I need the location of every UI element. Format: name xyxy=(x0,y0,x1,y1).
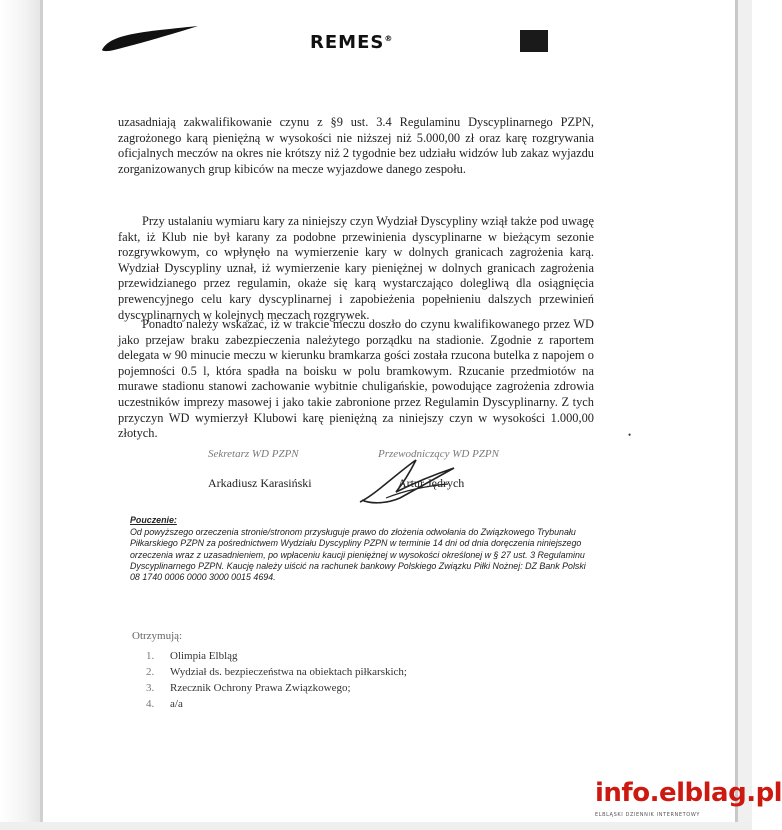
paragraph-3-text: Ponadto należy wskazać, iż w trakcie meczu doszło do czynu kwalifikowanego przez WD jako przejaw braku zabezpieczenia należytego porządku na stadionie. Zgodnie z raportem delegata w 90 minucie meczu w kierunku bramkarza gości została rzucona butelka z napojem o pojemności 0.5 l, która spadła na boisku w polu bramkowym. Rzucanie przedmiotów na murawe stadionu stanowi zachowanie wybitnie chuligańskie, powodujące zagrożenia zdrowia uczestników imprezy masowej i jako takie zabronione przez Regulamin Dyscyplinarny. Z tych przyczyn WD wymierzył Klubowi karę pieniężną za niniejszy czyn w wysokości 1.000,00 złotych. xyxy=(118,317,594,441)
site-watermark-logo: info.elblag.pl xyxy=(595,778,782,808)
list-item-number: 4. xyxy=(146,698,155,710)
secretary-name: Arkadiusz Karasiński xyxy=(208,476,312,490)
notice-text: Od powyższego orzeczenia stronie/stronom przysługuje prawo do złożenia odwołania do Związkowego Trybunału Piłkarskiego PZPN za pośrednictwem Wydziału Dyscypliny PZPN w terminie 14 dni od dnia doręczenia niniejszego orzeczenia wraz z uzasadnieniem, po wpłaceniu kaucji pieniężnej w wysokości określonej w § 27 ust. 3 Regulaminu Dyscyplinarnego PZPN. Kaucję należy uiścić na rachunek bankowy Polskiego Związku Piłki Nożnej: DZ Bank Polski 08 1740 0006 0000 3000 0015 4694. xyxy=(130,527,586,583)
list-item xyxy=(132,696,407,712)
secretary-role: Sekretarz WD PZPN xyxy=(208,448,299,460)
paragraph-2-text: Przy ustalaniu wymiaru kary za niniejszy czyn Wydział Dyscypliny wziął także pod uwagę fakt, iż Klub nie był karany za podobne przewinienia dyscyplinarne w bieżącym sezonie rozgrywkowym, co wpłynęło na wymierzenie kary w dolnych granicach zagrożenia karą. Wydział Dyscypliny uznał, iż wymierzenie kary pieniężnej w dolnych granicach zagrożenia przewidzianego przez regulamin, okaże się karą wystarczająco dolegliwą dla osiągnięcia prewencyjnego celu kary dyscyplinarnej i zapobieżenia popełnieniu dalszych przewinień dyscyplinarnych w kolejnych meczach rozgrywek. xyxy=(118,214,594,322)
brand-logo xyxy=(310,32,393,53)
chairman-name: Artur Jędrych xyxy=(398,476,465,490)
page-frame-left xyxy=(0,0,40,830)
notice-title: Pouczenie: xyxy=(130,515,177,525)
list-item xyxy=(132,648,407,664)
paragraph-2 xyxy=(118,214,594,323)
recipients-heading: Otrzymują: xyxy=(132,630,183,642)
paragraph-1 xyxy=(118,115,594,177)
recipients-list xyxy=(132,628,407,712)
list-item-number: 2. xyxy=(146,666,155,678)
paragraph-1-text: uzasadniają zakwalifikowanie czynu z §9 ust. 3.4 Regulaminu Dyscyplinarnego PZPN, zagrożonego karą pieniężną w wysokości nie niższej niż 5.000,00 zł oraz karę rozgrywania oficjalnych meczów na okres nie krótszy niż 2 tygodnie bez udziału widzów lub zakaz wyjazdu zorganizowanych grup kibiców na mecze wyjazdowe danego zespołu. xyxy=(118,115,594,176)
instruction-notice xyxy=(130,515,598,583)
list-item xyxy=(132,680,407,696)
swoosh-logo-icon xyxy=(100,24,200,52)
page-frame-bottom xyxy=(0,822,752,830)
paragraph-3 xyxy=(118,317,594,442)
brand-name: REMES xyxy=(310,32,385,53)
list-item-label: Olimpia Elbląg xyxy=(170,650,238,662)
list-item-number: 1. xyxy=(146,650,155,662)
brand-registered-mark: ® xyxy=(384,34,394,43)
page-frame-divider xyxy=(40,0,43,830)
page-frame-right xyxy=(735,0,752,830)
site-watermark-subtitle: ELBLĄSKI DZIENNIK INTERNETOWY xyxy=(595,812,701,818)
redaction-block xyxy=(520,30,548,52)
margin-mark: • xyxy=(628,430,632,440)
chairman-role: Przewodniczący WD PZPN xyxy=(378,448,499,460)
list-item-label: Rzecznik Ochrony Prawa Związkowego; xyxy=(170,682,351,694)
list-item xyxy=(132,664,407,680)
list-item-label: a/a xyxy=(170,698,183,710)
handwritten-signature-icon xyxy=(356,454,466,506)
list-item-number: 3. xyxy=(146,682,155,694)
list-item-label: Wydział ds. bezpieczeństwa na obiektach piłkarskich; xyxy=(170,666,407,678)
